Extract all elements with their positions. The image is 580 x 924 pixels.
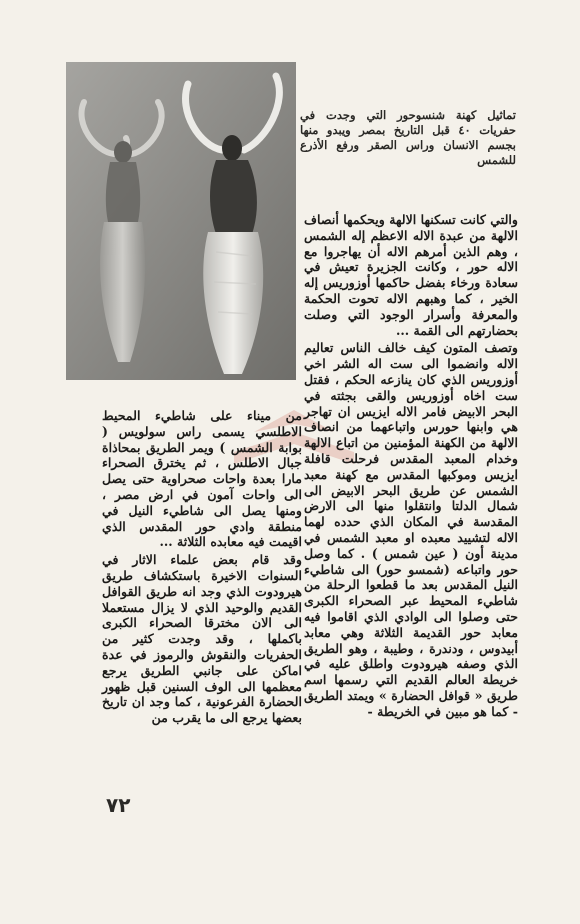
photo-caption: تماثيل كهنة شنسوحور التي وجدت في حفريات ٤٠ قبل التاريخ بمصر ويبدو منها بجسم الانسان وراس الصقر ورفع الأذرع للشمس [300,108,517,167]
paragraph: والتي كانت تسكنها الالهة ويحكمها أنصاف الالهة من عبدة الاله الاعظم إله الشمس ، وهم الذين أمرهم الاله أن يهاجروا مع الاله حور ، وكانت الجزيرة تعيش في سعادة ورخاء بفضل حاكمها أوزوريس إله الخير ، كما وهبهم الاله تحوت الحكمة والمعرفة وأسرار الوجود التي وصلت بحضارتهم الى القمة ... [304,212,518,338]
paragraph: وتصف المتون كيف خالف الناس تعاليم الاله وانضموا الى ست اله الشر اخي أوزوريس الذي كان ينازعه الحكم ، فقتل ست اخاه أوزوريس والقى بجثته في البحر الابيض فامر الاله ايزيس ان تهاجر هي وابنها حورس واتباعهما من انصاف الالهة من الكهنة المؤمنين من اتباع الالهة وخدام المعبد المقدس فرحلت قافلة ايزيس وموكبها المقدس مع كهنة معبد الشمس عن طريق البحر الابيض الى شمال الدلتا وانتقلوا منها الى الارض المقدسة في المكان الذي حدده لهما الاله لتشييد معبده او معبد الشمس في مدينة أون ( عين شمس ) . كما وصل حور واتباعه (شمسو حور) الى شاطيء النيل المقدس بعد ما قطعوا الرحلة من شاطيء المحيط عبر الصحراء الكبرى حتى وصلوا الى الوادي الذي اقاموا فيه معابد حور القديمة الثلاثة وهي معابد أبيدوس ، ودندرة ، وطيبة ، وهو الطريق الذي وصفه هيرودوت واطلق عليه في خريطة العالم القديم التي رسمها اسم طريق « قوافل الحضارة » ويمتد الطريق - كما هو مبين في الخريطة - [304,340,518,719]
figurines-illustration [66,62,296,380]
page-number: ٧٢ [106,793,131,817]
text-column-left [102,408,302,728]
figurines-photo [66,62,296,380]
paragraph: من ميناء على شاطيء المحيط الاطلسي يسمى راس سولويس ( بوابة الشمس ) ويمر الطريق بمحاذاة جبال الاطلس ، ثم يخترق الصحراء مارا بعدة واحات صحراوية حتى يصل الى واحات آمون في ارض مصر ، ومنها يصل الى شاطيء النيل في منطقة وادي حور المقدس الذي اقيمت فيه معابده الثلاثة ... [102,408,302,550]
text-column-right [304,212,518,722]
paragraph: وقد قام بعض علماء الاثار في السنوات الاخيرة باستكشاف طريق هيرودوت الذي وجد انه طريق القوافل القديم والوحيد الذي لا يزال مستعملا الى الان مخترقا الصحراء الكبرى باكملها ، وقد وجدت كثير من الحفريات والنقوش والرموز في عدة اماكن على جانبي الطريق يرجع معظمها الى الوف السنين قبل ظهور الحضارة الفرعونية ، كما وجد ان تاريخ بعضها يرجع الى ما يقرب من [102,552,302,726]
